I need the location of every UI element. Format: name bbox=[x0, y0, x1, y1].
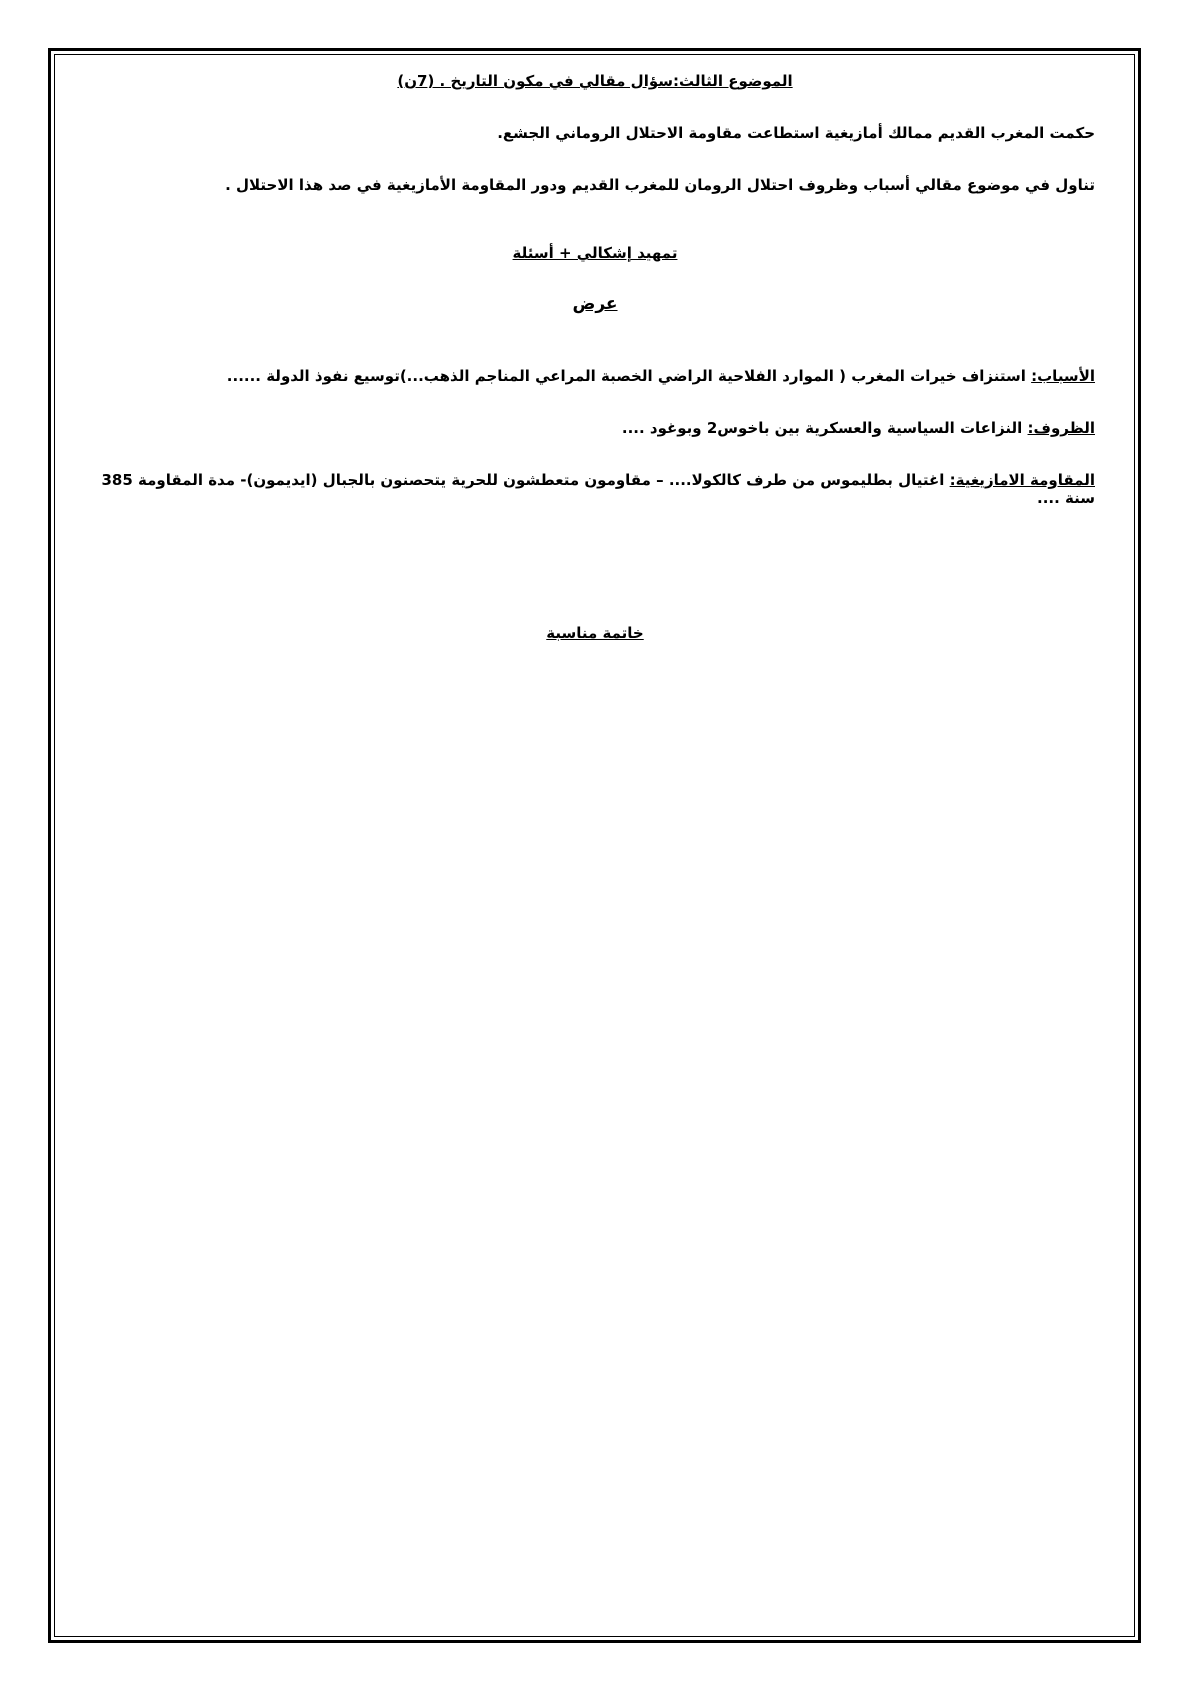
title-line bbox=[95, 72, 1095, 90]
conditions-label: الظروف: bbox=[1027, 419, 1095, 437]
paragraph-context: حكمت المغرب القديم ممالك أمازيغية استطاعت مقاومة الاحتلال الروماني الجشع. bbox=[497, 124, 1095, 142]
conclusion-heading-line bbox=[95, 624, 1095, 642]
conditions-text: النزاعات السياسية والعسكرية بين باخوس2 وبوغود .... bbox=[621, 419, 1028, 437]
body-heading: عرض bbox=[572, 294, 618, 314]
conditions-line bbox=[95, 419, 1095, 437]
resistance-label: المقاومة الامازيغية: bbox=[949, 471, 1095, 489]
question-title: الموضوع الثالث:سؤال مقالي في مكون التاريخ . (7ن) bbox=[397, 72, 793, 90]
conclusion-heading: خاتمة مناسبة bbox=[546, 624, 644, 642]
causes-text: استنزاف خيرات المغرب ( الموارد الفلاحية الراضي الخصبة المراعي المناجم الذهب...)توسيع نفوذ الدولة ...... bbox=[226, 367, 1032, 385]
causes-line bbox=[95, 367, 1095, 385]
paragraph-instruction: تناول في موضوع مقالي أسباب وظروف احتلال الرومان للمغرب القديم ودور المقاومة الأمازيغية في صد هذا الاحتلال . bbox=[225, 176, 1095, 194]
document-page bbox=[70, 64, 1120, 1624]
intro-heading: تمهيد إشكالي + أسئلة bbox=[512, 244, 678, 262]
resistance-line bbox=[95, 471, 1095, 507]
resistance-text: اغتيال بطليموس من طرف كالكولا.... – مقاومون متعطشون للحرية يتحصنون بالجبال (ايديمون)- مدة المقاومة 385 سنة .... bbox=[101, 471, 1095, 507]
intro-heading-line bbox=[95, 244, 1095, 262]
body-heading-line bbox=[95, 294, 1095, 314]
causes-label: الأسباب: bbox=[1031, 367, 1095, 385]
